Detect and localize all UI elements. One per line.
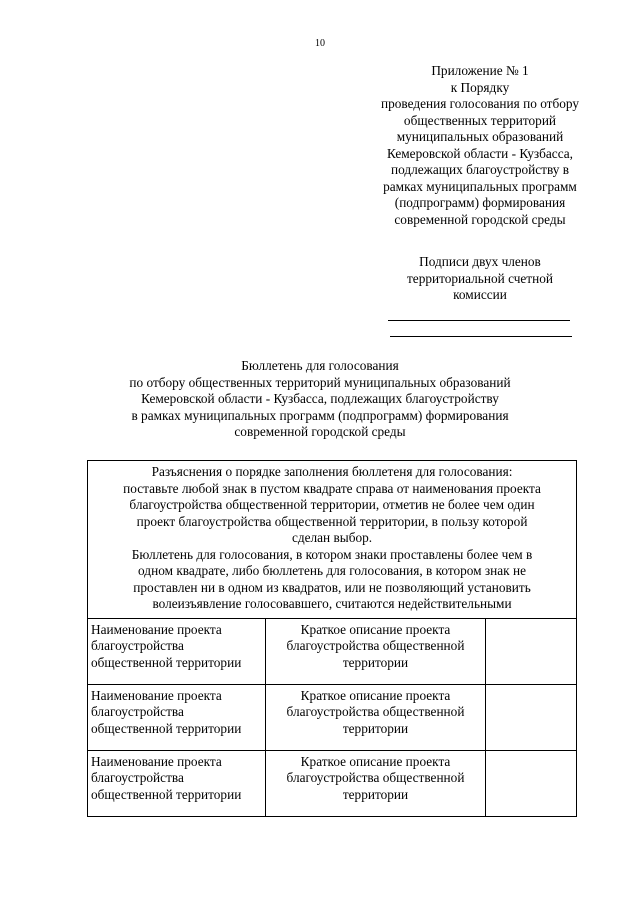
project-description-line: территории bbox=[342, 720, 409, 736]
appendix-line: Кемеровской области - Кузбасса, bbox=[386, 145, 573, 161]
project-description-cell bbox=[266, 618, 486, 684]
signature-line-1[interactable] bbox=[388, 320, 570, 321]
vote-mark-box[interactable] bbox=[486, 618, 577, 684]
instructions-cell bbox=[88, 461, 577, 619]
project-name-line: благоустройства bbox=[91, 638, 184, 653]
vote-mark-box[interactable] bbox=[486, 750, 577, 816]
ballot-title-line: современной городской среды bbox=[234, 424, 406, 439]
project-name-cell bbox=[88, 684, 266, 750]
project-name-line: общественной территории bbox=[91, 720, 242, 736]
project-description-line: благоустройства общественной bbox=[286, 770, 465, 785]
signatures-line: Подписи двух членов bbox=[419, 254, 541, 269]
page-number: 10 bbox=[315, 38, 325, 49]
project-name-line: Наименование проекта bbox=[91, 687, 222, 703]
appendix-line: к Порядку bbox=[450, 79, 510, 95]
appendix-line: Приложение № 1 bbox=[431, 63, 529, 78]
appendix-line: рамках муниципальных программ bbox=[383, 178, 577, 194]
project-name-line: Наименование проекта bbox=[91, 621, 222, 637]
signatures-line: комиссии bbox=[453, 287, 507, 302]
ballot-title-line: по отбору общественных территорий муниципальных образований bbox=[129, 374, 511, 390]
instructions-line: поставьте любой знак в пустом квадрате справа от наименования проекта bbox=[123, 480, 541, 496]
project-description-line: территории bbox=[342, 786, 409, 802]
project-description-line: Краткое описание проекта bbox=[300, 687, 451, 703]
ballot-title-line: в рамках муниципальных программ (подпрограмм) формирования bbox=[131, 407, 509, 423]
project-name-line: благоустройства bbox=[91, 704, 184, 719]
ballot-title-line: Бюллетень для голосования bbox=[241, 358, 399, 373]
project-name-line: Наименование проекта bbox=[91, 753, 222, 769]
project-name-line: общественной территории bbox=[91, 786, 242, 802]
appendix-line: общественных территорий bbox=[403, 112, 557, 128]
project-description-line: благоустройства общественной bbox=[286, 638, 465, 653]
instructions-line: одном квадрате, либо бюллетень для голосования, в котором знак не bbox=[138, 563, 526, 578]
ballot-option-row bbox=[88, 618, 577, 684]
project-description-line: Краткое описание проекта bbox=[300, 753, 451, 769]
project-description-cell bbox=[266, 750, 486, 816]
project-name-cell bbox=[88, 618, 266, 684]
project-description-cell bbox=[266, 684, 486, 750]
project-name-line: общественной территории bbox=[91, 654, 242, 670]
commission-signatures-label bbox=[360, 254, 600, 304]
ballot-table bbox=[87, 460, 577, 817]
instructions-line: сделан выбор. bbox=[291, 530, 373, 545]
project-description-line: территории bbox=[342, 654, 409, 670]
instructions-line: Бюллетень для голосования, в котором знаки проставлены более чем в bbox=[131, 546, 533, 562]
signature-line-2[interactable] bbox=[390, 336, 572, 337]
vote-mark-box[interactable] bbox=[486, 684, 577, 750]
ballot-title bbox=[60, 358, 580, 441]
instructions-line: проставлен ни в одном из квадратов, или не позволяющий установить bbox=[133, 579, 531, 595]
appendix-line: подлежащих благоустройству в bbox=[390, 162, 570, 177]
project-description-line: Краткое описание проекта bbox=[300, 621, 451, 637]
project-name-line: благоустройства bbox=[91, 770, 184, 785]
instructions-row bbox=[88, 461, 577, 619]
signatures-line: территориальной счетной bbox=[406, 270, 553, 286]
appendix-line: проведения голосования по отбору bbox=[380, 96, 580, 111]
project-name-cell bbox=[88, 750, 266, 816]
appendix-header bbox=[360, 63, 600, 228]
instructions-line: волеизъявление голосовавшего, считаются недействительными bbox=[152, 596, 512, 611]
ballot-title-line: Кемеровской области - Кузбасса, подлежащих благоустройству bbox=[141, 391, 499, 406]
appendix-line: муниципальных образований bbox=[396, 129, 564, 144]
instructions-line: проект благоустройства общественной территории, в пользу которой bbox=[136, 513, 528, 529]
appendix-line: (подпрограмм) формирования bbox=[394, 195, 566, 210]
ballot-option-row bbox=[88, 684, 577, 750]
project-description-line: благоустройства общественной bbox=[286, 704, 465, 719]
appendix-line: современной городской среды bbox=[394, 211, 566, 227]
instructions-line: благоустройства общественной территории, отметив не более чем один bbox=[129, 497, 535, 512]
instructions-line: Разъяснения о порядке заполнения бюллетеня для голосования: bbox=[151, 464, 513, 479]
ballot-option-row bbox=[88, 750, 577, 816]
